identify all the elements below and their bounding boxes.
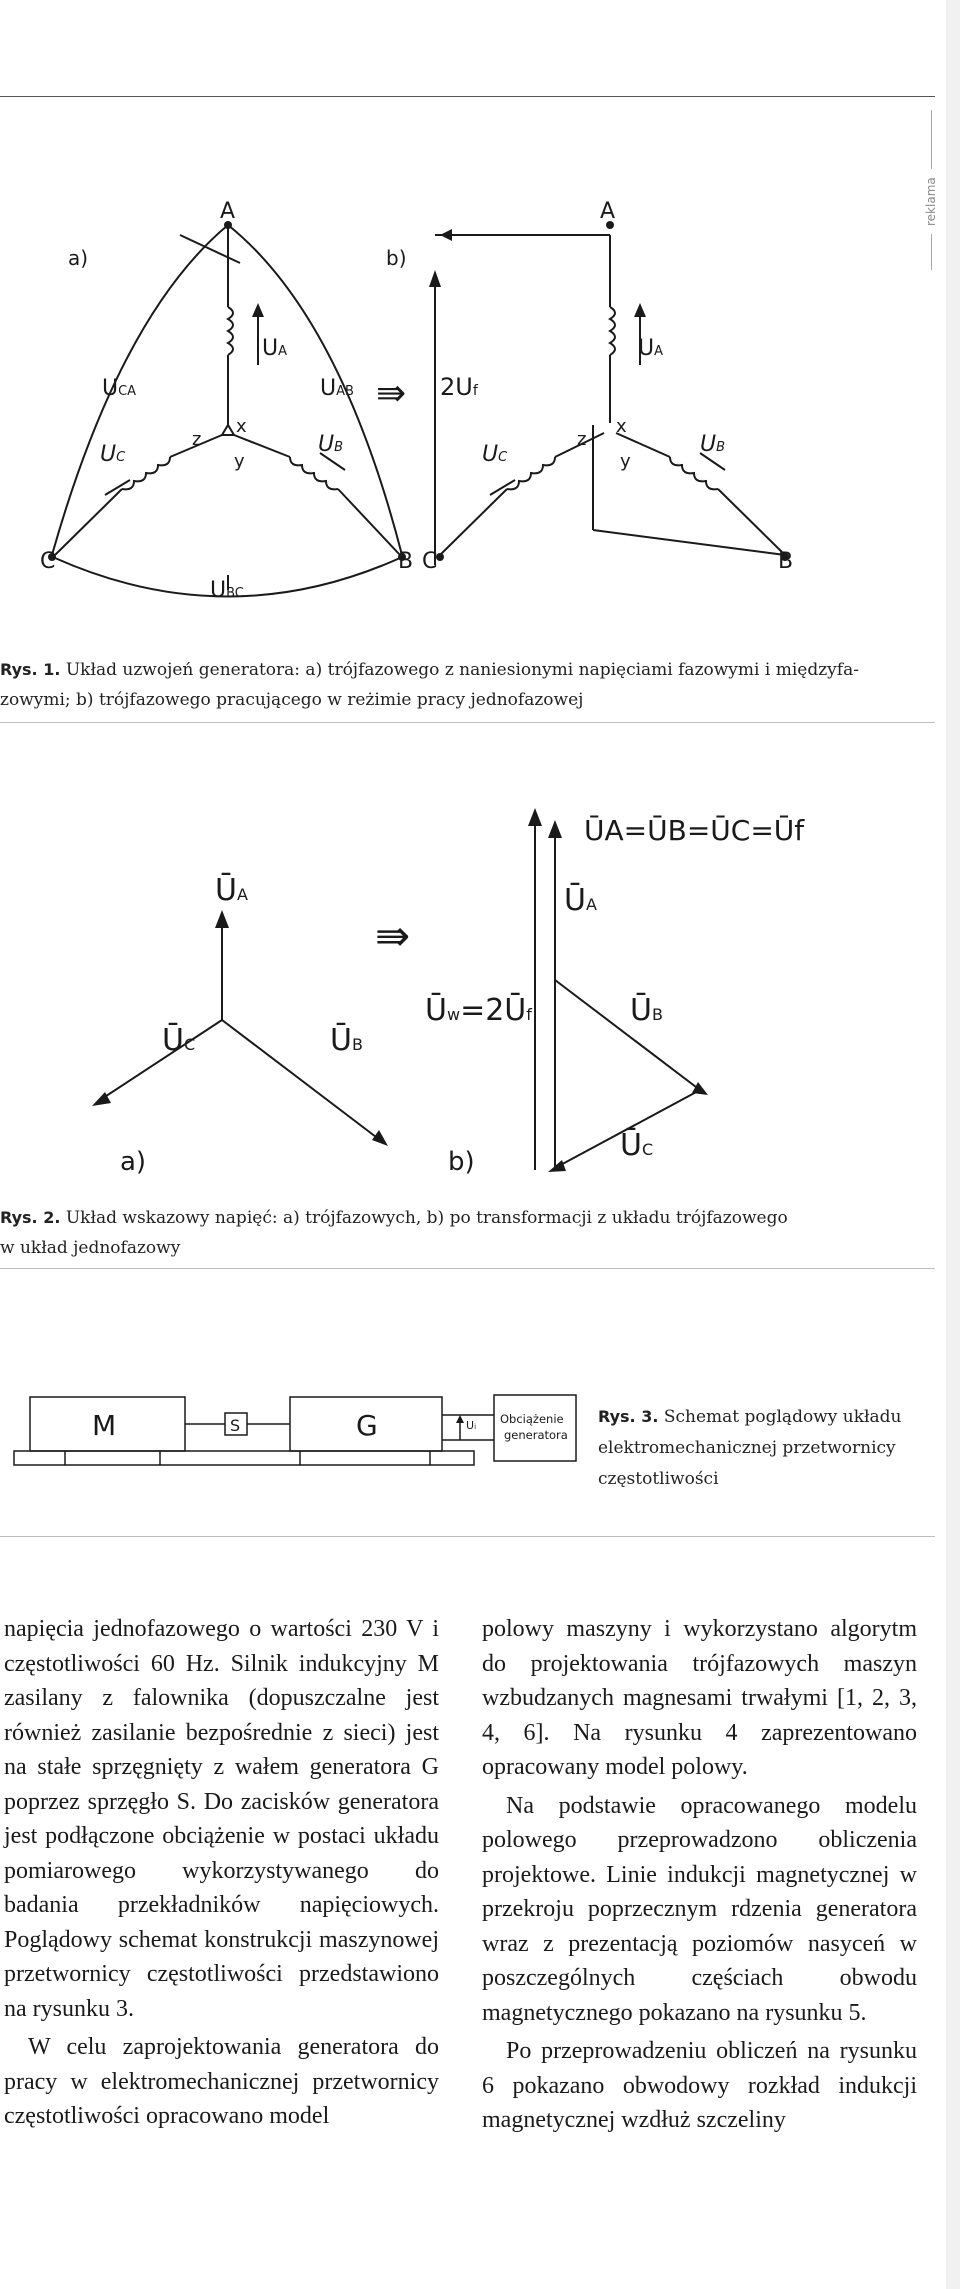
top-rule xyxy=(0,96,935,97)
fig1-caption-prefix: Rys. 1. xyxy=(0,660,61,679)
figure-3-caption xyxy=(598,1401,928,1495)
fig1-u2f: 2Uf xyxy=(440,373,478,401)
fig1-caption-line2: zowymi; b) trójfazowego pracującego w reżimie pracy jednofazowej xyxy=(0,690,584,710)
figure-2-diagram xyxy=(0,790,930,1180)
rule-1 xyxy=(0,722,935,723)
fig1-part-a-label: a) xyxy=(68,246,89,270)
ad-strip xyxy=(946,0,960,2289)
right-paragraph-1: polowy maszyny i wykorzystano algorytm do projektowania trójfazowych maszyn wzbudzanych magnesami trwałymi [1, 2, 3, 4, 6]. Na rysunku 4 zaprezentowano opracowany model polowy. xyxy=(482,1616,917,1780)
fig1-z-b: z xyxy=(577,429,587,450)
fig1-uca: UCA xyxy=(102,376,137,401)
fig2-part-a: a) xyxy=(120,1147,147,1177)
fig1-uab: UAB xyxy=(320,376,354,401)
fig2-caption-line1: Układ wskazowy napięć: a) trójfazowych, b) po transformacji z układu trójfazowego xyxy=(60,1208,788,1228)
fig2-part-b: b) xyxy=(448,1147,475,1177)
fig2-uc-b: ŪC xyxy=(620,1128,654,1163)
rule-3 xyxy=(0,1536,935,1537)
fig1-x: x xyxy=(236,416,247,437)
figure-1-diagram xyxy=(0,195,930,615)
body-column-left xyxy=(4,1612,439,2134)
figure-3-diagram xyxy=(0,1385,600,1495)
fig1-node-b-b: B xyxy=(778,549,794,574)
fig1-ua: UA xyxy=(262,336,288,361)
fig1-uc-b: UC xyxy=(482,442,508,467)
fig3-caption-text: Schemat poglądowy układu elektromechanicznej przetwornicy częstotliwości xyxy=(598,1407,902,1489)
fig2-uc: ŪC xyxy=(162,1023,196,1058)
fig1-ubc: UBC xyxy=(210,578,244,603)
fig2-ua-b: ŪA xyxy=(564,883,597,918)
fig1-caption-line1: Układ uzwojeń generatora: a) trójfazowego z naniesionymi napięciami fazowymi i międzyfa- xyxy=(60,660,859,680)
fig1-ua-b: UA xyxy=(638,336,664,361)
fig1-node-b: B xyxy=(398,549,414,574)
fig1-node-c-b: C xyxy=(422,549,438,574)
fig2-ub: ŪB xyxy=(330,1023,363,1058)
fig3-coupling-label: S xyxy=(230,1416,241,1435)
body-column-right xyxy=(482,1612,917,2138)
fig2-caption-prefix: Rys. 2. xyxy=(0,1208,61,1227)
ad-label-text: reklama xyxy=(924,177,938,226)
fig1-uc: UC xyxy=(100,442,126,467)
fig1-ub: UB xyxy=(318,432,344,457)
fig3-ui-label: Ui xyxy=(466,1419,477,1432)
fig1-part-b-label: b) xyxy=(386,246,407,270)
fig3-caption-prefix: Rys. 3. xyxy=(598,1407,659,1426)
fig1-node-a: A xyxy=(220,199,236,224)
fig2-implies-icon: ⇛ xyxy=(375,911,411,960)
fig2-ub-b: ŪB xyxy=(630,993,663,1028)
left-paragraph-2: W celu zaprojektowania generatora do pracy w elektromechanicznej przetwornicy częstotliwości opracowano model xyxy=(4,2034,439,2129)
fig1-x-b: x xyxy=(616,416,627,437)
fig1-ub-b: UB xyxy=(700,432,726,457)
fig1-node-c: C xyxy=(40,549,56,574)
fig1-node-a-b: A xyxy=(600,199,616,224)
fig1-z: z xyxy=(192,429,202,450)
fig2-uw-eq: Ūw=2Ūf xyxy=(425,993,532,1028)
fig2-caption-line2: w układ jednofazowy xyxy=(0,1238,181,1258)
right-paragraph-3: Po przeprowadzeniu obliczeń na rysunku 6 pokazano obwodowy rozkład indukcji magnetycznej wzdłuż szczeliny xyxy=(482,2038,917,2133)
figure-2-caption xyxy=(0,1203,920,1263)
fig3-motor-label: M xyxy=(92,1409,117,1442)
figure-1-caption xyxy=(0,655,920,715)
fig2-top-eq: ŪA=ŪB=ŪC=Ūf xyxy=(584,814,805,847)
fig3-load-line2: generatora xyxy=(504,1428,568,1442)
fig3-generator-label: G xyxy=(356,1409,378,1442)
fig1-implies-icon: ⇛ xyxy=(376,373,407,414)
fig3-load-line1: Obciążenie xyxy=(500,1412,564,1426)
left-paragraph-1: napięcia jednofazowego o wartości 230 V i częstotliwości 60 Hz. Silnik indukcyjny M zasilany z falownika (dopuszczalne jest również zasilanie bezpośrednie z sieci) jest na stałe sprzęgnięty z wałem generatora G poprzez sprzęgło S. Do zacisków generatora jest podłączone obciążenie w postaci układu pomiarowego wykorzystywanego do badania przekładników napięciowych. Poglądowy schemat konstrukcji maszynowej przetwornicy częstotliwości przedstawiono na rysunku 3. xyxy=(4,1616,439,2022)
fig1-y: y xyxy=(234,451,245,472)
right-paragraph-2: Na podstawie opracowanego modelu polowego przeprowadzono obliczenia projektowe. Linie indukcji magnetycznej w przekroju poprzecznym rdzenia generatora wraz z prezentacją poziomów nasyceń w poszczególnych częściach obwodu magnetycznego pokazano na rysunku 5. xyxy=(482,1792,917,2026)
fig2-ua: ŪA xyxy=(215,873,248,908)
rule-2 xyxy=(0,1268,935,1269)
fig1-y-b: y xyxy=(620,451,631,472)
